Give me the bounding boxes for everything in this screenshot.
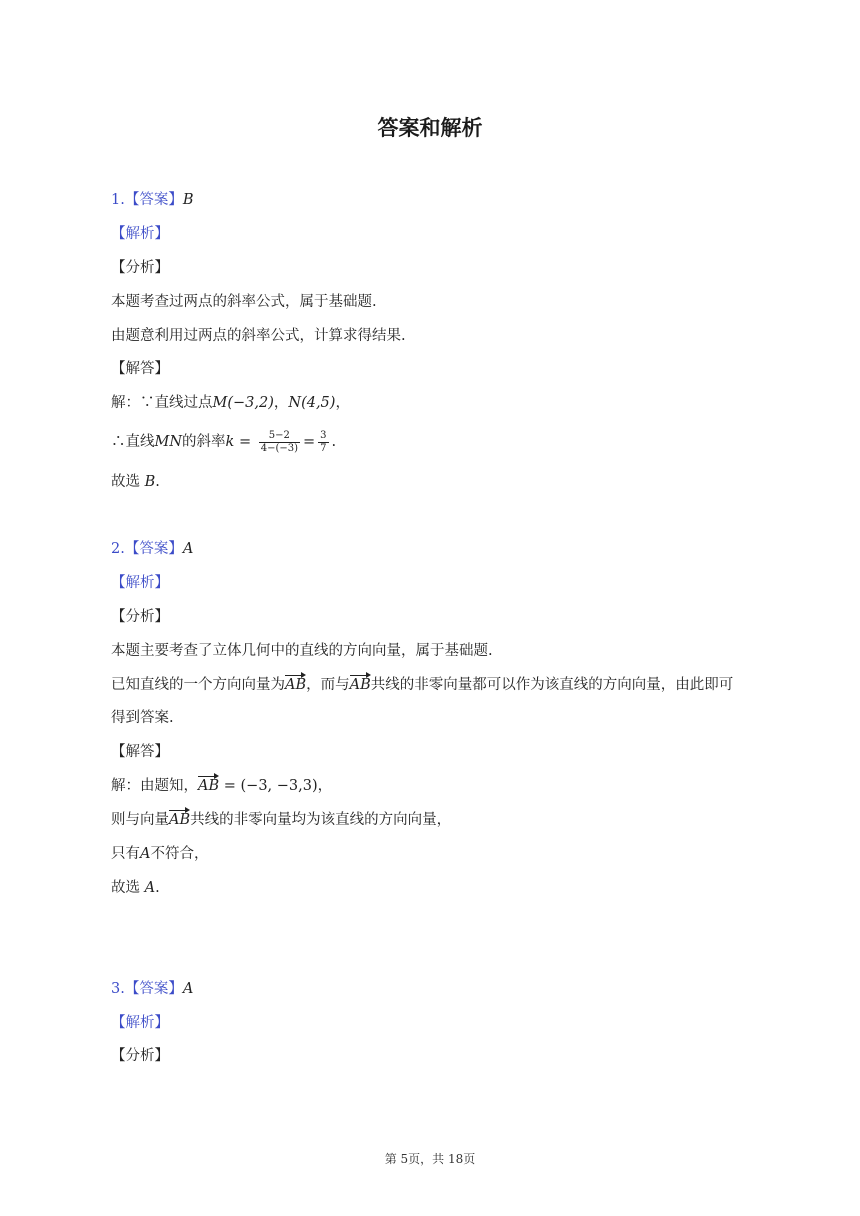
q1-equals: = [303, 434, 316, 450]
q1-sol2-text-a: ∴直线 [111, 434, 155, 450]
q3-fenxi-label: 【分析】 [111, 1048, 169, 1064]
q2-fenxi-line1: 本题主要考查了立体几何中的直线的方向向量，属于基础题. [111, 643, 493, 659]
q2-fenxi2-text-c: 共线的非零向量都可以作为该直线的方向向量，由此即可 [370, 677, 734, 693]
q2-sol4-text-c: . [155, 880, 160, 896]
q1-frac1-numerator: 5−2 [259, 430, 300, 443]
q2-solution-line4 [111, 878, 160, 898]
q1-number: 1. [111, 192, 125, 208]
q2-sol2-text-a: 则与向量 [111, 812, 169, 828]
q2-sol4-text-a: 故选 [111, 880, 145, 896]
q1-sol2-end: . [331, 434, 337, 450]
q1-answer-heading [111, 190, 194, 210]
q1-solution-line1 [111, 393, 350, 413]
q2-sol4-choice: A [144, 880, 156, 896]
q1-slope-k: k = [225, 434, 252, 450]
q2-vector-ab: AB [285, 677, 307, 693]
q1-frac2-numerator: 3 [320, 429, 327, 441]
q1-sol1-text-a: 解：∵直线过点 [111, 395, 213, 411]
q2-jieda-label: 【解答】 [111, 744, 169, 760]
q3-answer-label: 【答案】 [124, 981, 183, 997]
q2-solution-line1 [111, 776, 332, 796]
q2-fenxi2-text-a: 已知直线的一个方向向量为 [111, 677, 285, 693]
q2-fenxi-label: 【分析】 [111, 609, 169, 625]
page-footer: 第 5页，共 18页 [384, 1152, 476, 1166]
q2-jiexi-label: 【解析】 [111, 575, 169, 591]
q2-sol3-choice: A [140, 846, 151, 862]
q1-frac1-denominator: 4−(−3) [260, 442, 298, 454]
q2-sol1-vector: AB [198, 778, 220, 794]
q1-sol1-text-e: ， [335, 395, 350, 411]
q1-fenxi-label: 【分析】 [111, 260, 169, 276]
q3-answer-value: A [182, 981, 194, 997]
q2-solution-line2 [111, 810, 451, 830]
q2-answer-heading [111, 539, 193, 559]
q2-number: 2. [111, 541, 125, 557]
q1-sol3-text-c: . [155, 474, 160, 490]
q1-answer-label: 【答案】 [124, 192, 183, 208]
q1-point-n: N(4,5) [288, 395, 336, 411]
q3-jiexi-label: 【解析】 [111, 1015, 169, 1031]
q1-frac2-denominator: 7 [320, 442, 327, 454]
q3-answer-heading [111, 979, 193, 999]
q2-sol2-vector: AB [169, 812, 191, 828]
q2-fenxi-line3: 得到答案. [111, 710, 174, 726]
page-title: 答案和解析 [377, 116, 483, 140]
q1-fenxi-line1: 本题考查过两点的斜率公式，属于基础题. [111, 294, 377, 310]
q2-vector-ab-2: AB [349, 677, 371, 693]
q1-fraction-1 [259, 430, 300, 455]
q1-fenxi-line2: 由题意利用过两点的斜率公式，计算求得结果. [111, 328, 406, 344]
q2-fenxi-line2 [111, 675, 733, 695]
q2-sol1-text-b: = (−3, −3,3)， [223, 778, 333, 794]
q2-sol2-text-b: 共线的非零向量均为该直线的方向向量， [190, 812, 452, 828]
q2-answer-value: A [182, 541, 194, 557]
q1-solution-line3 [111, 472, 160, 492]
q1-jieda-label: 【解答】 [111, 361, 169, 377]
q1-answer-value: B [182, 192, 194, 208]
q2-solution-line3 [111, 844, 208, 864]
q1-solution-line2 [111, 428, 336, 456]
q1-sol1-text-c: ， [273, 395, 289, 411]
q1-sol3-text-a: 故选 [111, 474, 145, 490]
q1-point-m: M(−3,2) [212, 395, 274, 411]
q1-fraction-2 [318, 430, 328, 455]
q2-sol3-text-c: 不符合， [150, 846, 209, 862]
q2-answer-label: 【答案】 [124, 541, 183, 557]
q2-fenxi2-text-b: ，而与 [306, 677, 350, 693]
q1-sol3-choice: B [144, 474, 156, 490]
q1-line-mn: MN [154, 434, 183, 450]
q2-sol3-text-a: 只有 [111, 846, 140, 862]
q1-sol2-text-c: 的斜率 [182, 434, 226, 450]
q3-number: 3. [111, 981, 125, 997]
q2-sol1-text-a: 解：由题知， [111, 778, 198, 794]
q1-jiexi-label: 【解析】 [111, 226, 169, 242]
